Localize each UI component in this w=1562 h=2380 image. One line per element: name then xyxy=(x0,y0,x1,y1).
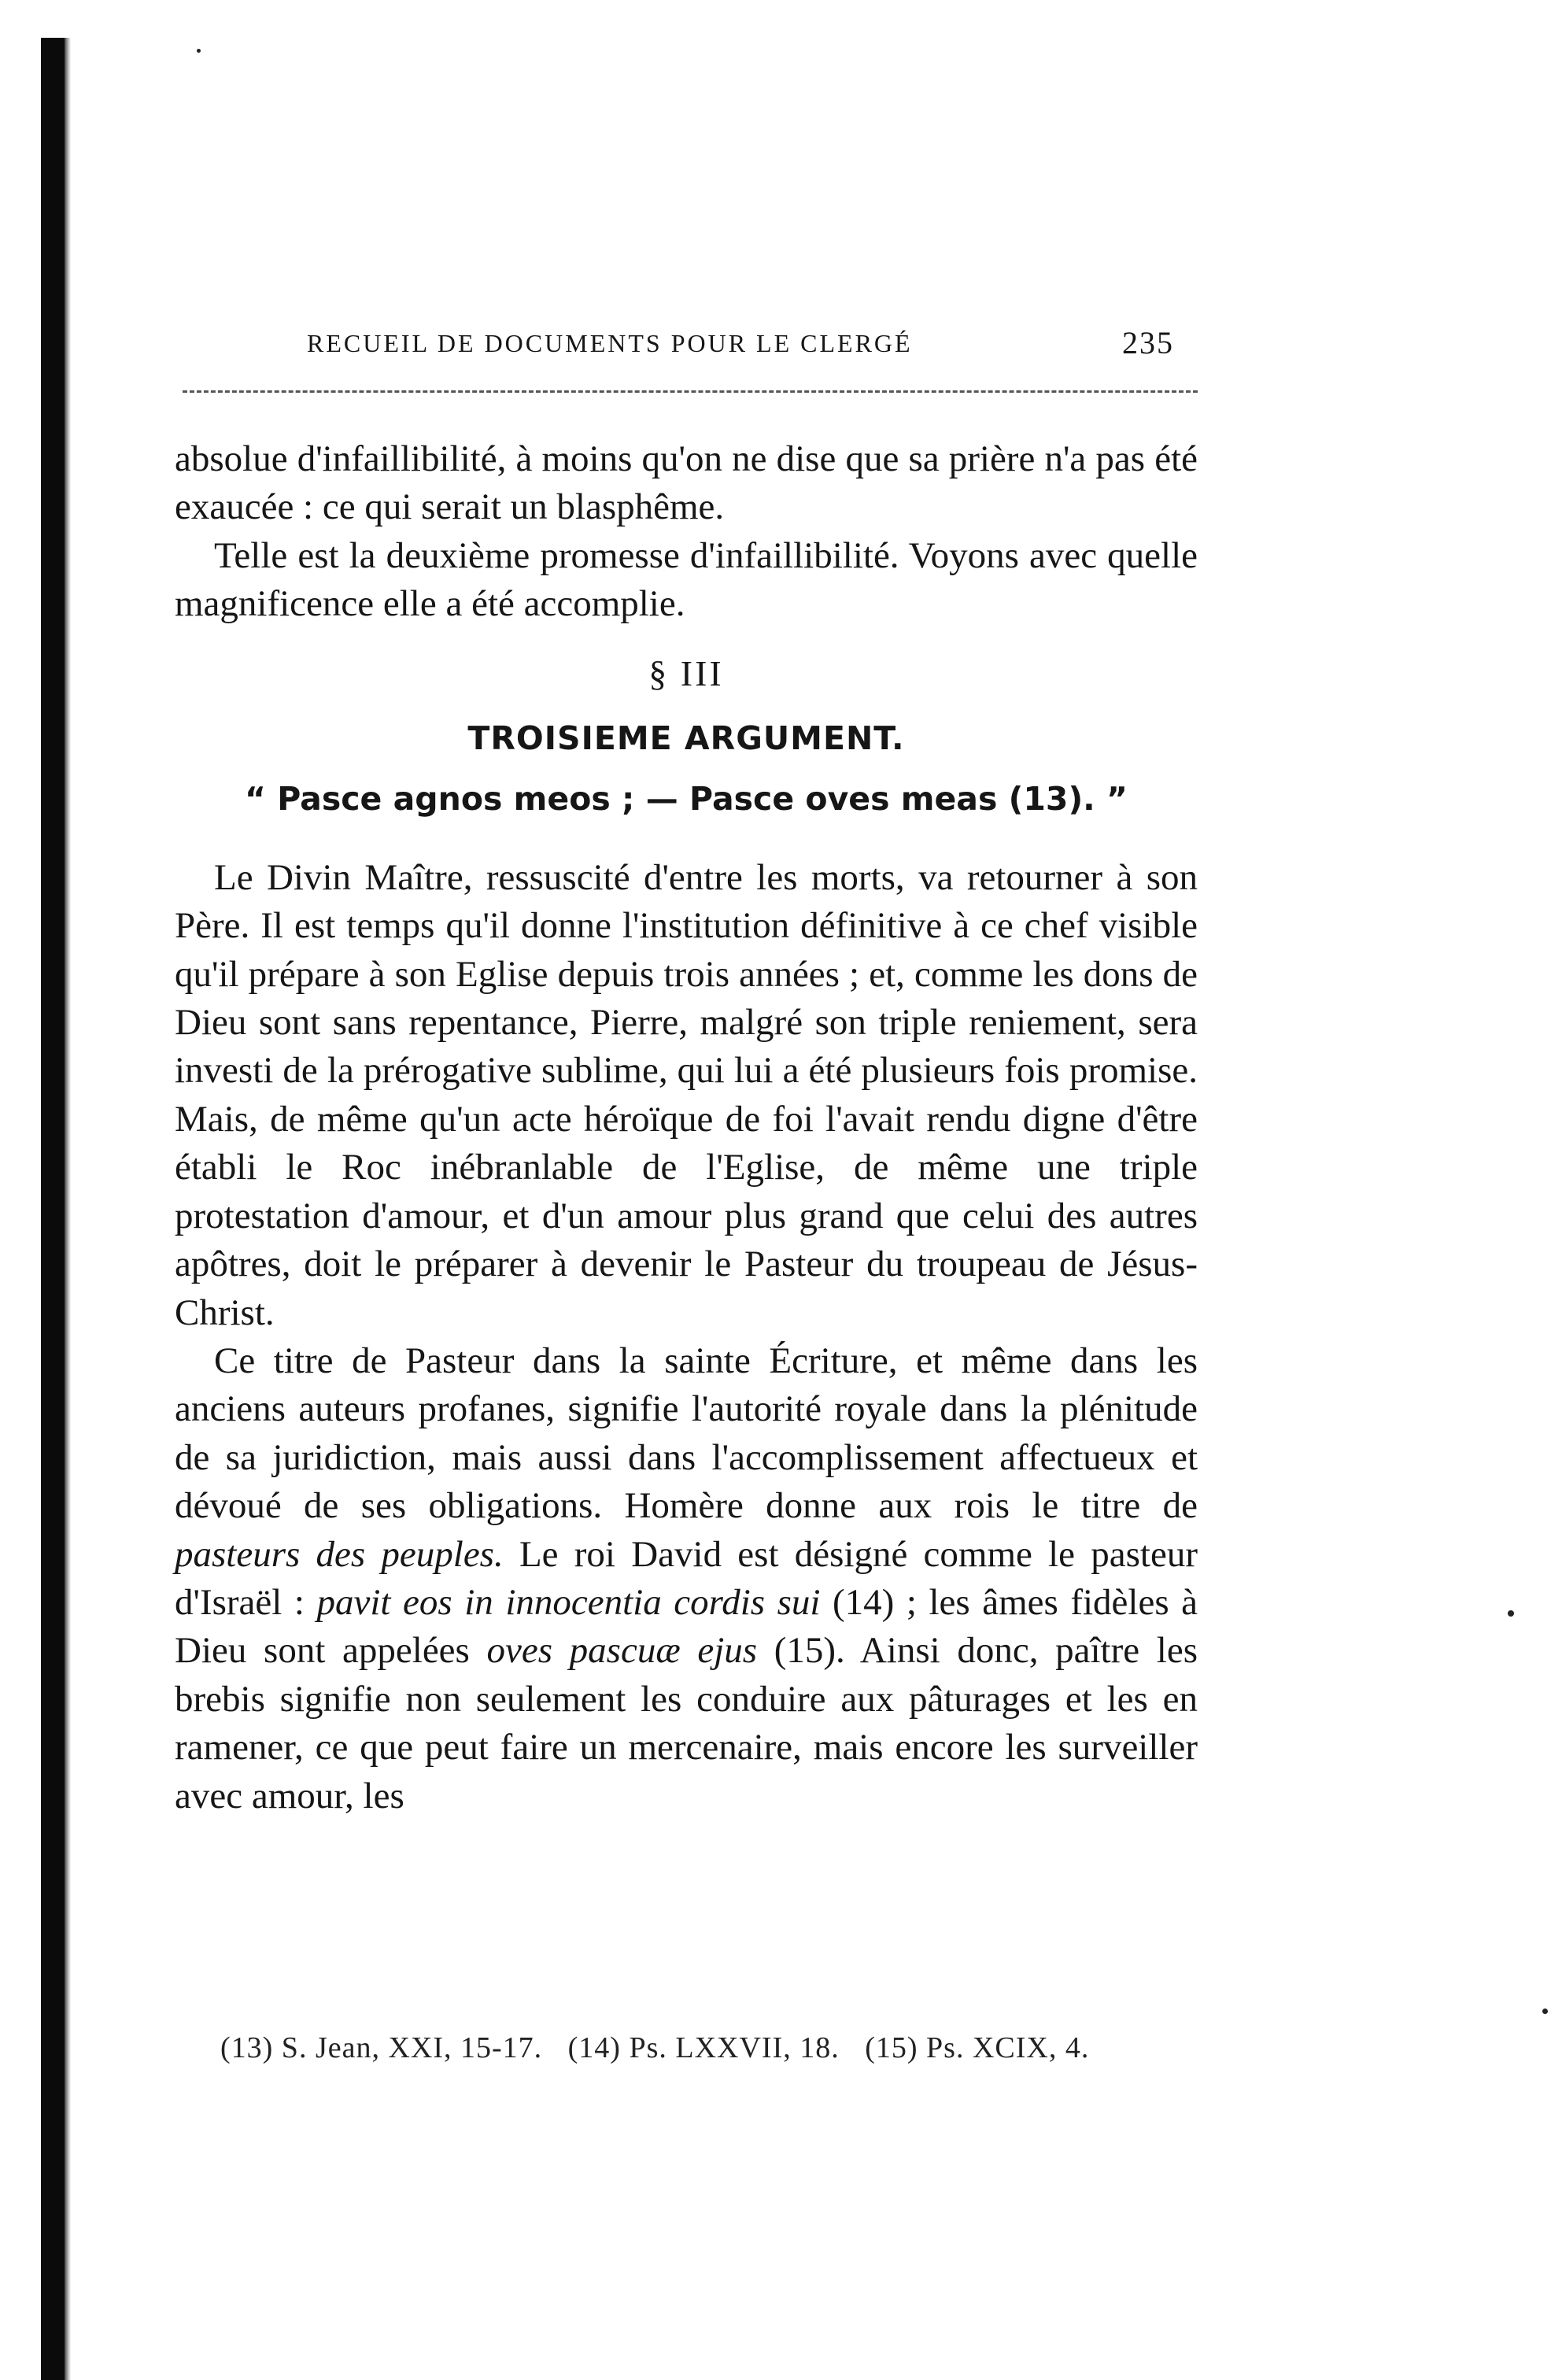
running-title: RECUEIL DE DOCUMENTS POUR LE CLERGÉ xyxy=(307,329,913,357)
text-run: Le roi David est désigné comme le pasteur d'Israël : xyxy=(175,1533,1198,1623)
book-page xyxy=(175,315,1198,1820)
epigraph: “ Pasce agnos meos ; — Pasce oves meas (13). ” xyxy=(245,780,1128,819)
paragraph: Telle est la deuxième promesse d'infaillibilité. Voyons avec quelle magnificence elle a été accomplie. xyxy=(175,534,1198,625)
latin-quote: pavit eos in innocentia cordis sui xyxy=(316,1581,821,1623)
latin-quote: oves pascuæ ejus xyxy=(486,1630,758,1672)
header-rule xyxy=(183,390,1198,393)
footnotes xyxy=(220,2031,1106,2065)
scan-binding-shadow xyxy=(65,38,71,2380)
section-heading: TROISIEME ARGUMENT. xyxy=(467,719,905,758)
scan-speck xyxy=(1542,2009,1548,2014)
scan-speck xyxy=(1508,1610,1514,1617)
section-number: § III xyxy=(648,652,724,693)
latin-quote: pasteurs des peuples. xyxy=(175,1533,504,1575)
text-run: Ce titre de Pasteur dans la sainte Écriture, et même dans les anciens auteurs profanes, signifie l'autorité royale dans la plénitude de sa juridiction, mais aussi dans l'accomplissement affectueux et dévoué de ses obligations. Homère donne aux rois le titre de xyxy=(175,1340,1198,1527)
footnote: (15) Ps. XCIX, 4. xyxy=(865,2031,1090,2064)
running-head xyxy=(175,315,1198,362)
footnote: (13) S. Jean, XXI, 15-17. xyxy=(220,2031,543,2064)
text-run: (14) ; les âmes fidèles à Dieu sont appelées xyxy=(175,1581,1198,1672)
paragraph xyxy=(175,1337,1198,1820)
paragraph: absolue d'infaillibilité, à moins qu'on ne dise que sa prière n'a pas été exaucée : ce qui serait un blasphême. xyxy=(175,438,1198,528)
body-text xyxy=(175,435,1198,1820)
paragraph: Le Divin Maître, ressuscité d'entre les morts, va retourner à son Père. Il est temps qu'il donne l'institution définitive à ce chef visible qu'il prépare à son Eglise depuis trois années ; et, comme les dons de Dieu sont sans repentance, Pierre, malgré son triple reniement, sera investi de la prérogative sublime, qui lui a été plusieurs fois promise. Mais, de même qu'un acte héroïque de foi l'avait rendu digne d'être établi le Roc inébranlable de l'Eglise, de même une triple protestation d'amour, et d'un amour plus grand que celui des autres apôtres, doit le préparer à devenir le Pasteur du troupeau de Jésus-Christ. xyxy=(175,856,1198,1333)
text-run: (15). Ainsi donc, paître les brebis signifie non seulement les conduire aux pâturages et les en ramener, ce que peut faire un mercenaire, mais encore les surveiller avec amour, les xyxy=(175,1630,1198,1816)
page-number: 235 xyxy=(1122,325,1174,360)
scan-binding-edge xyxy=(41,38,65,2380)
scan-speck xyxy=(197,49,201,53)
footnote: (14) Ps. LXXVII, 18. xyxy=(567,2031,840,2064)
